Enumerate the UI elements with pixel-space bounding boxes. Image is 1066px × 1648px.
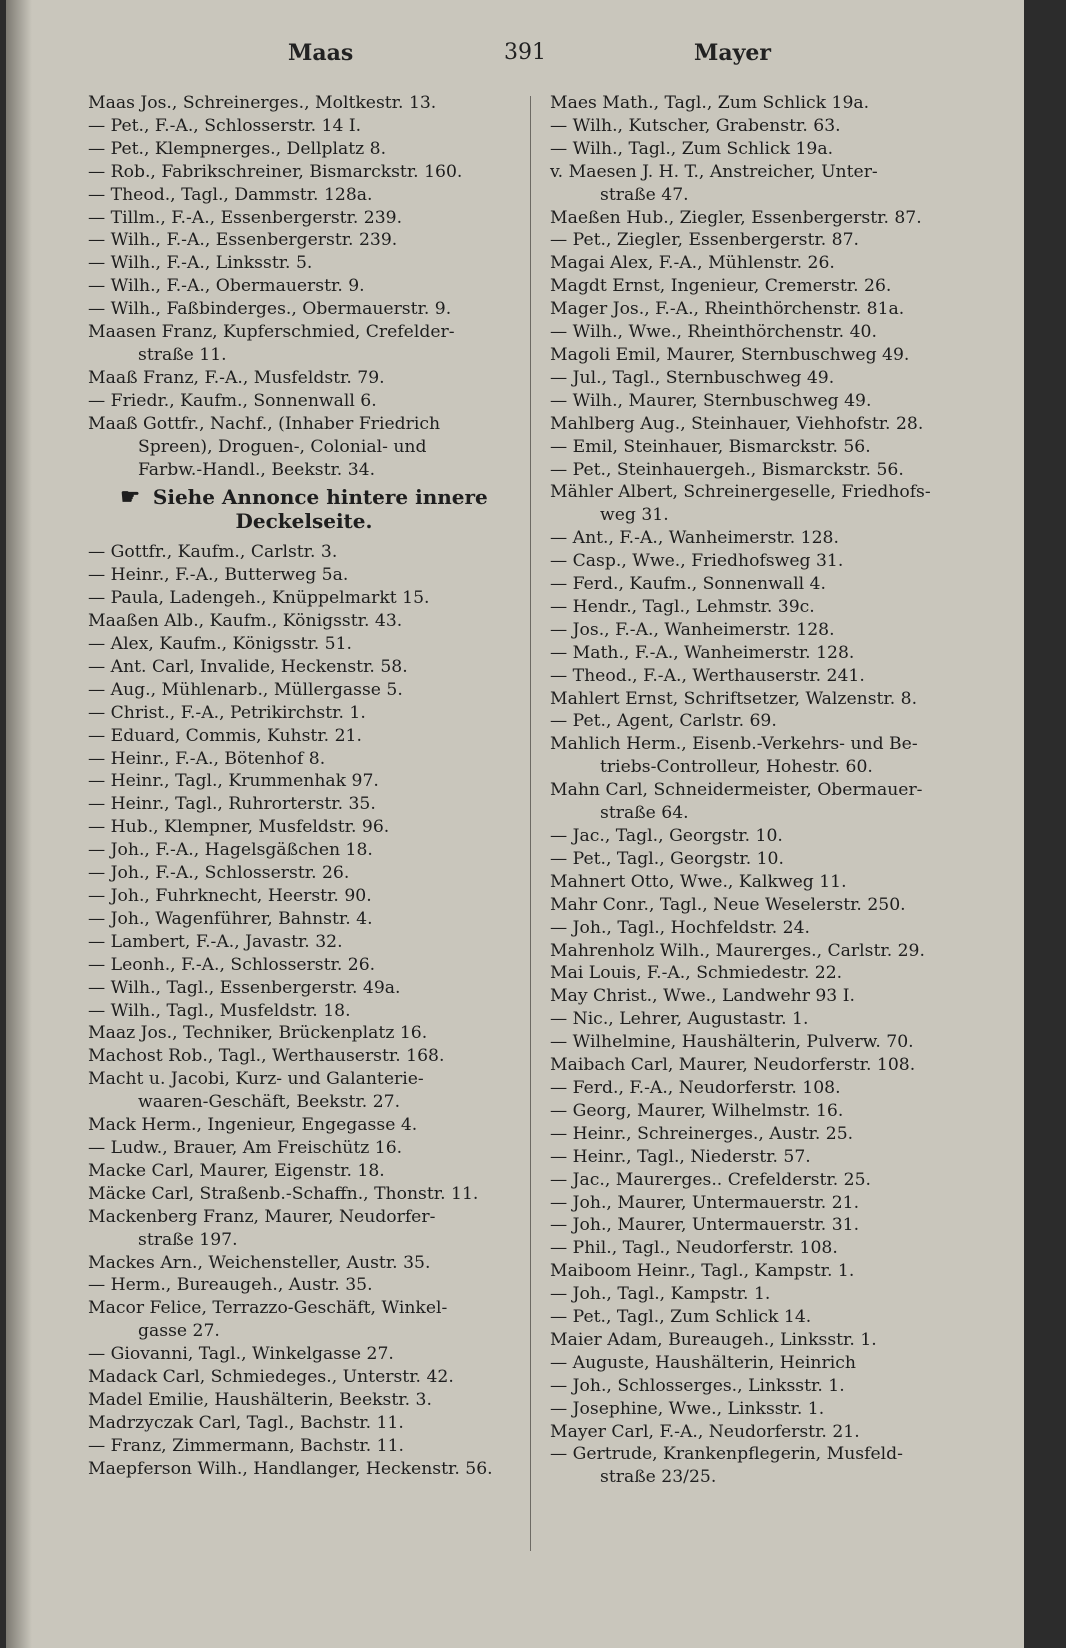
advertisement-notice xyxy=(88,485,520,533)
directory-entry: — Wilh., Tagl., Essenbergerstr. 49a. xyxy=(88,977,401,998)
directory-entry: Mahlberg Aug., Steinhauer, Viehhofstr. 28. xyxy=(550,413,924,434)
directory-entry: gasse 27. xyxy=(138,1321,220,1342)
directory-entry: — Theod., F.-A., Werthauserstr. 241. xyxy=(550,665,865,686)
notice-line-1: Siehe Annonce hintere innere xyxy=(152,485,488,510)
directory-entry: — Joh., Fuhrknecht, Heerstr. 90. xyxy=(88,886,372,906)
directory-entry: — Phil., Tagl., Neudorferstr. 108. xyxy=(550,1238,838,1259)
directory-entry: — Joh., Wagenführer, Bahnstr. 4. xyxy=(88,908,373,929)
directory-entry: Maasen Franz, Kupferschmied, Crefelder- xyxy=(88,322,455,343)
directory-entry: — Gertrude, Krankenpflegerin, Musfeld- xyxy=(550,1444,903,1465)
directory-entry: Maaß Franz, F.-A., Musfeldstr. 79. xyxy=(88,367,385,388)
directory-entry: Maeßen Hub., Ziegler, Essenbergerstr. 87. xyxy=(550,207,922,228)
directory-entry: — Wilh., F.-A., Obermauerstr. 9. xyxy=(88,276,365,297)
directory-entry: — Eduard, Commis, Kuhstr. 21. xyxy=(88,725,362,746)
directory-entry: straße 64. xyxy=(600,803,689,824)
directory-entry: — Heinr., Tagl., Krummenhak 97. xyxy=(88,771,379,792)
directory-entry: — Franz, Zimmermann, Bachstr. 11. xyxy=(88,1435,405,1456)
directory-entry: — Math., F.-A., Wanheimerstr. 128. xyxy=(550,642,855,663)
directory-entry: Spreen), Droguen-, Colonial- und xyxy=(138,436,427,457)
directory-entry: — Jos., F.-A., Wanheimerstr. 128. xyxy=(550,619,835,640)
directory-entry: — Wilh., Maurer, Sternbuschweg 49. xyxy=(550,390,872,411)
directory-entry: — Joh., Maurer, Untermauerstr. 21. xyxy=(550,1192,860,1213)
directory-entry: straße 47. xyxy=(600,184,689,205)
page-number: 391 xyxy=(504,40,546,65)
directory-entry: — Wilhelmine, Haushälterin, Pulverw. 70. xyxy=(550,1032,914,1053)
right-column xyxy=(550,92,990,1489)
directory-entry: — Wilh., Wwe., Rheinthörchenstr. 40. xyxy=(550,322,877,343)
directory-entry: Mahnert Otto, Wwe., Kalkweg 11. xyxy=(550,871,847,892)
directory-entry: — Pet., Ziegler, Essenbergerstr. 87. xyxy=(550,230,859,251)
directory-entry: — Pet., Agent, Carlstr. 69. xyxy=(550,711,777,732)
directory-entry: Mackenberg Franz, Maurer, Neudorfer- xyxy=(88,1206,436,1227)
directory-entry: Mai Louis, F.-A., Schmiedestr. 22. xyxy=(550,963,843,984)
directory-entry: straße 197. xyxy=(138,1229,238,1250)
directory-entry: — Heinr., Tagl., Ruhrorterstr. 35. xyxy=(88,794,376,815)
directory-entry: Madack Carl, Schmiedeges., Unterstr. 42. xyxy=(88,1367,454,1388)
directory-entry: — Joh., F.-A., Hagelsgäßchen 18. xyxy=(88,840,373,861)
directory-entry: — Wilh., Kutscher, Grabenstr. 63. xyxy=(550,115,841,136)
directory-entry: — Hub., Klempner, Musfeldstr. 96. xyxy=(88,817,390,838)
directory-entry: Mackes Arn., Weichensteller, Austr. 35. xyxy=(88,1252,431,1273)
directory-entry: straße 23/25. xyxy=(600,1467,717,1488)
directory-entry: weg 31. xyxy=(600,505,669,526)
directory-entry: — Joh., Schlosserges., Linksstr. 1. xyxy=(550,1375,845,1396)
directory-entry: Maes Math., Tagl., Zum Schlick 19a. xyxy=(550,93,870,113)
directory-entry: Maier Adam, Bureaugeh., Linksstr. 1. xyxy=(550,1329,877,1350)
directory-entry: — Wilh., F.-A., Linksstr. 5. xyxy=(88,253,313,274)
directory-entry: — Gottfr., Kaufm., Carlstr. 3. xyxy=(88,542,338,563)
directory-page xyxy=(6,0,1024,1648)
directory-entry: — Nic., Lehrer, Augustastr. 1. xyxy=(550,1009,809,1030)
directory-entry: — Heinr., Tagl., Niederstr. 57. xyxy=(550,1146,811,1167)
directory-entry: — Aug., Mühlenarb., Müllergasse 5. xyxy=(88,679,403,700)
directory-entry: — Ferd., Kaufm., Sonnenwall 4. xyxy=(550,574,826,595)
directory-entry: — Ant., F.-A., Wanheimerstr. 128. xyxy=(550,528,839,549)
directory-entry: triebs-Controlleur, Hohestr. 60. xyxy=(600,757,873,778)
directory-entry: Magoli Emil, Maurer, Sternbuschweg 49. xyxy=(550,344,910,365)
directory-entry: — Wilh., F.-A., Essenbergerstr. 239. xyxy=(88,230,398,251)
directory-entry: — Joh., Maurer, Untermauerstr. 31. xyxy=(550,1215,860,1236)
directory-entry: Maaßen Alb., Kaufm., Königsstr. 43. xyxy=(88,611,403,632)
left-column xyxy=(88,92,520,1481)
header-left-keyword: Maas xyxy=(288,40,354,66)
directory-entry: Madel Emilie, Haushälterin, Beekstr. 3. xyxy=(88,1389,432,1410)
directory-entry: — Pet., F.-A., Schlosserstr. 14 I. xyxy=(88,115,362,136)
directory-entry: — Friedr., Kaufm., Sonnenwall 6. xyxy=(88,390,377,411)
directory-entry: Maepferson Wilh., Handlanger, Heckenstr. 56. xyxy=(88,1458,493,1479)
directory-entry: Farbw.-Handl., Beekstr. 34. xyxy=(138,459,376,480)
left-entries-bottom xyxy=(88,541,520,1480)
header-right-keyword: Mayer xyxy=(694,40,771,66)
directory-entry: Maiboom Heinr., Tagl., Kampstr. 1. xyxy=(550,1261,855,1282)
directory-entry: Mager Jos., F.-A., Rheinthörchenstr. 81a. xyxy=(550,299,905,320)
directory-entry: Maas Jos., Schreinerges., Moltkestr. 13. xyxy=(88,93,437,113)
directory-entry: Macke Carl, Maurer, Eigenstr. 18. xyxy=(88,1160,385,1181)
pointing-hand-icon: ☛ xyxy=(120,484,140,511)
directory-entry: — Joh., Tagl., Hochfeldstr. 24. xyxy=(550,917,810,938)
directory-entry: Mahn Carl, Schneidermeister, Obermauer- xyxy=(550,780,923,801)
directory-entry: Machost Rob., Tagl., Werthauserstr. 168. xyxy=(88,1046,445,1067)
directory-entry: — Paula, Ladengeh., Knüppelmarkt 15. xyxy=(88,588,430,609)
directory-entry: — Auguste, Haushälterin, Heinrich xyxy=(550,1352,856,1373)
directory-entry: — Rob., Fabrikschreiner, Bismarckstr. 160. xyxy=(88,161,463,182)
column-divider xyxy=(530,96,531,1551)
directory-entry: waaren-Geschäft, Beekstr. 27. xyxy=(138,1092,401,1113)
directory-entry: — Joh., F.-A., Schlosserstr. 26. xyxy=(88,863,350,884)
directory-entry: — Pet., Tagl., Zum Schlick 14. xyxy=(550,1307,812,1328)
directory-entry: — Wilh., Faßbinderges., Obermauerstr. 9. xyxy=(88,299,452,320)
directory-entry: — Theod., Tagl., Dammstr. 128a. xyxy=(88,184,373,205)
directory-entry: Magai Alex, F.-A., Mühlenstr. 26. xyxy=(550,253,835,274)
directory-entry: — Heinr., F.-A., Butterweg 5a. xyxy=(88,565,349,586)
directory-entry: — Jac., Tagl., Georgstr. 10. xyxy=(550,826,783,846)
directory-entry: Maaß Gottfr., Nachf., (Inhaber Friedrich xyxy=(88,413,441,434)
directory-entry: — Pet., Steinhauergeh., Bismarckstr. 56. xyxy=(550,459,904,480)
directory-entry: — Hendr., Tagl., Lehmstr. 39c. xyxy=(550,596,815,617)
directory-entry: — Ant. Carl, Invalide, Heckenstr. 58. xyxy=(88,656,408,677)
directory-entry: — Giovanni, Tagl., Winkelgasse 27. xyxy=(88,1344,394,1365)
directory-entry: Mack Herm., Ingenieur, Engegasse 4. xyxy=(88,1115,418,1136)
directory-entry: — Pet., Tagl., Georgstr. 10. xyxy=(550,848,784,869)
directory-entry: — Emil, Steinhauer, Bismarckstr. 56. xyxy=(550,436,871,457)
directory-entry: — Christ., F.-A., Petrikirchstr. 1. xyxy=(88,702,366,723)
directory-entry: — Tillm., F.-A., Essenbergerstr. 239. xyxy=(88,207,403,228)
directory-entry: — Georg, Maurer, Wilhelmstr. 16. xyxy=(550,1100,844,1121)
directory-entry: — Heinr., Schreinerges., Austr. 25. xyxy=(550,1123,854,1144)
directory-entry: — Joh., Tagl., Kampstr. 1. xyxy=(550,1284,771,1305)
directory-entry: — Lambert, F.-A., Javastr. 32. xyxy=(88,931,343,952)
directory-entry: May Christ., Wwe., Landwehr 93 I. xyxy=(550,986,855,1007)
directory-entry: — Jac., Maurerges.. Crefelderstr. 25. xyxy=(550,1169,871,1190)
directory-entry: Macht u. Jacobi, Kurz- und Galanterie- xyxy=(88,1069,424,1090)
directory-entry: Magdt Ernst, Ingenieur, Cremerstr. 26. xyxy=(550,276,892,297)
directory-entry: Mahrenholz Wilh., Maurerges., Carlstr. 29. xyxy=(550,940,925,961)
directory-entry: Mayer Carl, F.-A., Neudorferstr. 21. xyxy=(550,1421,860,1442)
directory-entry: Mahlich Herm., Eisenb.-Verkehrs- und Be- xyxy=(550,734,918,755)
directory-entry: — Casp., Wwe., Friedhofsweg 31. xyxy=(550,551,844,572)
page-binding-edge xyxy=(6,0,32,1648)
directory-entry: — Wilh., Tagl., Musfeldstr. 18. xyxy=(88,1000,351,1021)
directory-entry: — Jul., Tagl., Sternbuschweg 49. xyxy=(550,367,835,388)
directory-entry: — Leonh., F.-A., Schlosserstr. 26. xyxy=(88,954,376,975)
directory-entry: Maibach Carl, Maurer, Neudorferstr. 108. xyxy=(550,1055,916,1076)
directory-entry: — Wilh., Tagl., Zum Schlick 19a. xyxy=(550,138,834,159)
left-entries-top xyxy=(88,92,520,481)
directory-entry: — Josephine, Wwe., Linksstr. 1. xyxy=(550,1398,825,1419)
directory-entry: Maaz Jos., Techniker, Brückenplatz 16. xyxy=(88,1023,428,1044)
directory-entry: — Herm., Bureaugeh., Austr. 35. xyxy=(88,1275,373,1296)
directory-entry: Mäcke Carl, Straßenb.-Schaffn., Thonstr. 11. xyxy=(88,1183,479,1204)
directory-entry: Mähler Albert, Schreinergeselle, Friedhofs- xyxy=(550,482,931,503)
directory-entry: — Ludw., Brauer, Am Freischütz 16. xyxy=(88,1137,403,1158)
directory-entry: — Ferd., F.-A., Neudorferstr. 108. xyxy=(550,1077,841,1098)
directory-entry: Madrzyczak Carl, Tagl., Bachstr. 11. xyxy=(88,1412,404,1433)
directory-entry: Macor Felice, Terrazzo-Geschäft, Winkel- xyxy=(88,1298,448,1319)
directory-entry: — Alex, Kaufm., Königsstr. 51. xyxy=(88,634,352,655)
directory-entry: — Pet., Klempnerges., Dellplatz 8. xyxy=(88,138,387,159)
directory-entry: Mahr Conr., Tagl., Neue Weselerstr. 250. xyxy=(550,894,906,915)
page-header xyxy=(6,40,1024,76)
notice-line-2: Deckelseite. xyxy=(235,509,373,534)
directory-entry: straße 11. xyxy=(138,344,227,365)
directory-entry: v. Maesen J. H. T., Anstreicher, Unter- xyxy=(550,161,878,182)
directory-entry: Mahlert Ernst, Schriftsetzer, Walzenstr. 8. xyxy=(550,688,918,709)
directory-entry: — Heinr., F.-A., Bötenhof 8. xyxy=(88,748,326,769)
